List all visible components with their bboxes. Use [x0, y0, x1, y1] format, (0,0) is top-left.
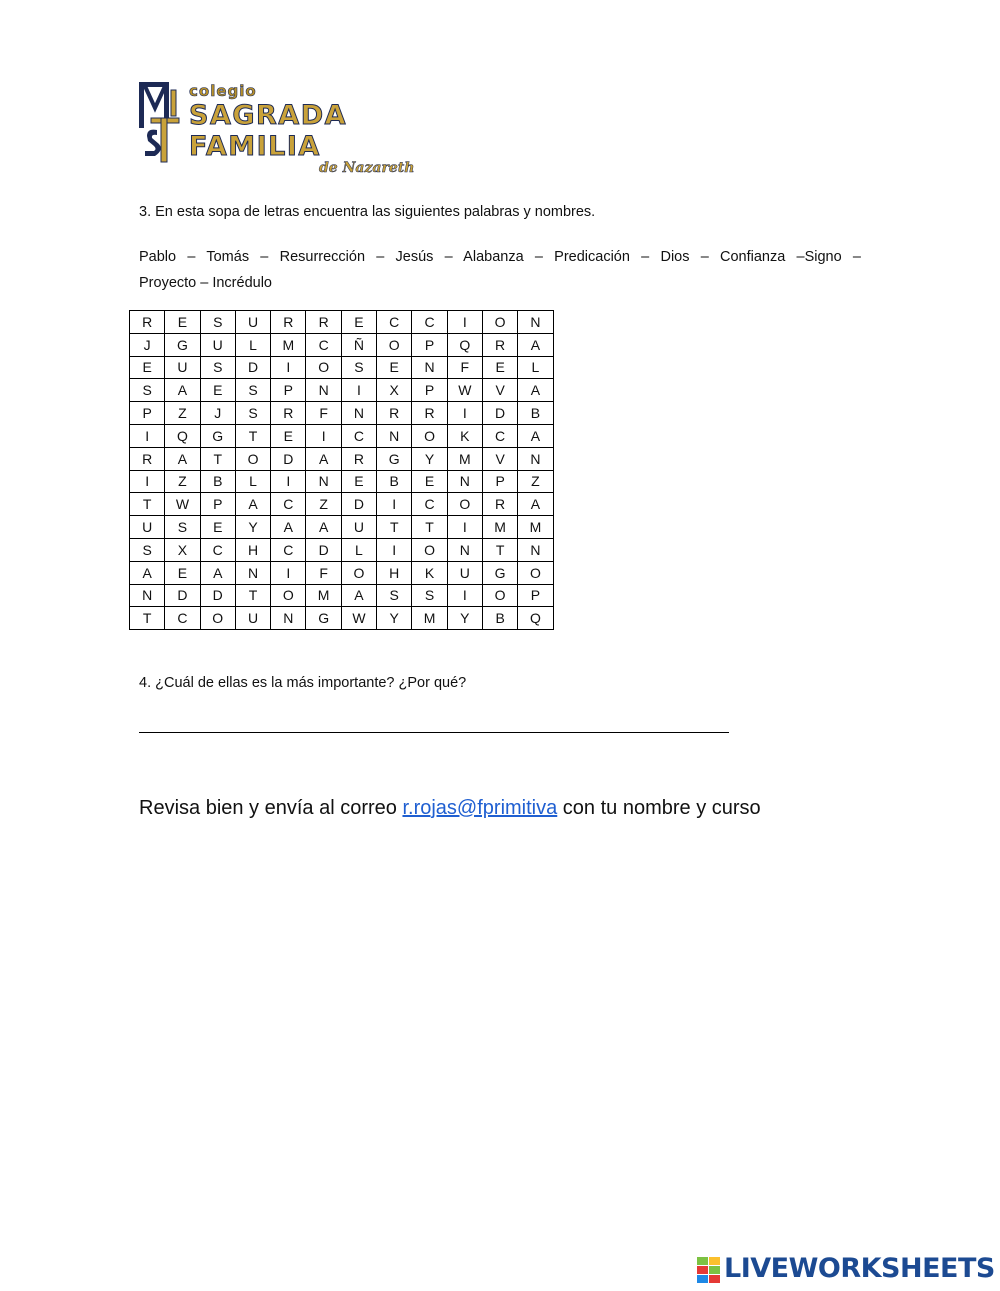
grid-cell[interactable]: A: [518, 493, 553, 516]
grid-cell[interactable]: A: [271, 516, 306, 539]
grid-cell[interactable]: A: [518, 424, 553, 447]
grid-cell[interactable]: E: [130, 356, 165, 379]
instructions-text-after: con tu nombre y curso: [557, 797, 761, 819]
grid-cell[interactable]: Z: [518, 470, 553, 493]
email-link[interactable]: r.rojas@fprimitiva: [402, 797, 558, 819]
grid-cell[interactable]: C: [271, 538, 306, 561]
grid-cell[interactable]: C: [306, 333, 341, 356]
grid-cell[interactable]: G: [482, 561, 517, 584]
grid-row: [130, 561, 554, 584]
grid-cell[interactable]: Y: [377, 607, 412, 630]
grid-cell[interactable]: Ñ: [341, 333, 376, 356]
grid-cell[interactable]: J: [200, 402, 235, 425]
grid-cell[interactable]: D: [165, 584, 200, 607]
grid-cell[interactable]: O: [200, 607, 235, 630]
grid-cell[interactable]: W: [165, 493, 200, 516]
grid-cell[interactable]: A: [165, 379, 200, 402]
grid-cell[interactable]: S: [130, 379, 165, 402]
grid-row: [130, 311, 554, 334]
grid-cell[interactable]: L: [235, 333, 270, 356]
grid-cell[interactable]: Q: [447, 333, 482, 356]
grid-cell[interactable]: M: [412, 607, 447, 630]
grid-cell[interactable]: E: [482, 356, 517, 379]
grid-cell[interactable]: I: [447, 516, 482, 539]
grid-cell[interactable]: Z: [165, 402, 200, 425]
logo-text-nazareth: de Nazareth: [319, 160, 415, 176]
grid-cell[interactable]: L: [235, 470, 270, 493]
grid-cell[interactable]: S: [341, 356, 376, 379]
grid-row: [130, 333, 554, 356]
grid-cell[interactable]: R: [341, 447, 376, 470]
grid-cell[interactable]: R: [482, 493, 517, 516]
grid-cell[interactable]: O: [235, 447, 270, 470]
grid-cell[interactable]: L: [518, 356, 553, 379]
grid-row: [130, 424, 554, 447]
grid-cell[interactable]: S: [235, 402, 270, 425]
grid-cell[interactable]: R: [130, 311, 165, 334]
grid-row: [130, 447, 554, 470]
grid-cell[interactable]: E: [341, 470, 376, 493]
grid-cell[interactable]: D: [482, 402, 517, 425]
grid-cell[interactable]: R: [130, 447, 165, 470]
grid-cell[interactable]: B: [518, 402, 553, 425]
grid-cell[interactable]: I: [271, 470, 306, 493]
grid-cell[interactable]: O: [271, 584, 306, 607]
grid-cell[interactable]: E: [377, 356, 412, 379]
grid-cell[interactable]: I: [377, 538, 412, 561]
grid-cell[interactable]: A: [165, 447, 200, 470]
grid-cell[interactable]: I: [271, 356, 306, 379]
grid-cell[interactable]: O: [447, 493, 482, 516]
grid-cell[interactable]: N: [412, 356, 447, 379]
grid-row: [130, 470, 554, 493]
grid-cell[interactable]: N: [447, 538, 482, 561]
grid-row: [130, 379, 554, 402]
grid-cell[interactable]: I: [447, 584, 482, 607]
grid-cell[interactable]: I: [306, 424, 341, 447]
grid-cell[interactable]: V: [482, 447, 517, 470]
grid-cell[interactable]: S: [412, 584, 447, 607]
grid-cell[interactable]: N: [235, 561, 270, 584]
grid-row: [130, 402, 554, 425]
grid-cell[interactable]: C: [271, 493, 306, 516]
grid-cell[interactable]: E: [200, 516, 235, 539]
grid-row: [130, 493, 554, 516]
grid-cell[interactable]: W: [447, 379, 482, 402]
grid-cell[interactable]: V: [482, 379, 517, 402]
grid-cell[interactable]: O: [412, 538, 447, 561]
grid-cell[interactable]: I: [341, 379, 376, 402]
grid-cell[interactable]: P: [482, 470, 517, 493]
grid-cell[interactable]: B: [377, 470, 412, 493]
grid-cell[interactable]: A: [200, 561, 235, 584]
grid-cell[interactable]: T: [235, 584, 270, 607]
grid-cell[interactable]: R: [306, 311, 341, 334]
grid-cell[interactable]: D: [306, 538, 341, 561]
grid-cell[interactable]: M: [271, 333, 306, 356]
grid-cell[interactable]: E: [412, 470, 447, 493]
grid-cell[interactable]: C: [341, 424, 376, 447]
grid-cell[interactable]: N: [518, 447, 553, 470]
grid-cell[interactable]: W: [341, 607, 376, 630]
grid-cell[interactable]: G: [200, 424, 235, 447]
grid-cell[interactable]: H: [377, 561, 412, 584]
liveworksheets-blocks-icon: [697, 1257, 721, 1283]
grid-cell[interactable]: L: [341, 538, 376, 561]
grid-cell[interactable]: N: [447, 470, 482, 493]
logo-text-colegio: colegio: [189, 82, 257, 100]
grid-cell[interactable]: E: [200, 379, 235, 402]
grid-cell[interactable]: O: [377, 333, 412, 356]
grid-cell[interactable]: I: [447, 311, 482, 334]
grid-cell[interactable]: N: [130, 584, 165, 607]
school-logo: [137, 78, 457, 176]
grid-cell[interactable]: Q: [518, 607, 553, 630]
word-search-grid: [129, 310, 554, 630]
grid-cell[interactable]: D: [271, 447, 306, 470]
grid-cell[interactable]: U: [200, 333, 235, 356]
grid-cell[interactable]: I: [130, 424, 165, 447]
grid-cell[interactable]: Y: [412, 447, 447, 470]
grid-cell[interactable]: A: [235, 493, 270, 516]
grid-cell[interactable]: S: [200, 311, 235, 334]
grid-cell[interactable]: M: [306, 584, 341, 607]
grid-cell[interactable]: J: [130, 333, 165, 356]
grid-cell[interactable]: N: [518, 311, 553, 334]
word-list-line-2: Proyecto – Incrédulo: [139, 275, 272, 291]
grid-cell[interactable]: G: [377, 447, 412, 470]
grid-cell[interactable]: F: [447, 356, 482, 379]
grid-cell[interactable]: X: [377, 379, 412, 402]
grid-cell[interactable]: A: [306, 516, 341, 539]
question-4: 4. ¿Cuál de ellas es la más importante? ¿Por qué?: [139, 675, 467, 691]
grid-cell[interactable]: U: [165, 356, 200, 379]
grid-cell[interactable]: O: [412, 424, 447, 447]
grid-cell[interactable]: E: [165, 561, 200, 584]
grid-cell[interactable]: N: [271, 607, 306, 630]
submission-instructions: [139, 797, 761, 820]
grid-cell[interactable]: I: [447, 402, 482, 425]
grid-cell[interactable]: X: [165, 538, 200, 561]
grid-cell[interactable]: O: [306, 356, 341, 379]
grid-cell[interactable]: U: [235, 607, 270, 630]
grid-cell[interactable]: P: [200, 493, 235, 516]
grid-cell[interactable]: U: [341, 516, 376, 539]
grid-cell[interactable]: T: [412, 516, 447, 539]
grid-cell[interactable]: C: [200, 538, 235, 561]
grid-cell[interactable]: D: [341, 493, 376, 516]
grid-cell[interactable]: K: [412, 561, 447, 584]
grid-cell[interactable]: C: [165, 607, 200, 630]
school-monogram-icon: [137, 78, 183, 164]
grid-cell[interactable]: E: [341, 311, 376, 334]
grid-cell[interactable]: S: [130, 538, 165, 561]
grid-cell[interactable]: M: [518, 516, 553, 539]
grid-cell[interactable]: S: [200, 356, 235, 379]
grid-cell[interactable]: C: [412, 311, 447, 334]
grid-cell[interactable]: P: [412, 379, 447, 402]
grid-cell[interactable]: S: [165, 516, 200, 539]
grid-cell[interactable]: C: [377, 311, 412, 334]
grid-cell[interactable]: N: [377, 424, 412, 447]
grid-cell[interactable]: A: [130, 561, 165, 584]
grid-cell[interactable]: T: [377, 516, 412, 539]
grid-cell[interactable]: G: [165, 333, 200, 356]
grid-cell[interactable]: N: [341, 402, 376, 425]
grid-cell[interactable]: O: [482, 584, 517, 607]
grid-cell[interactable]: U: [447, 561, 482, 584]
grid-cell[interactable]: P: [518, 584, 553, 607]
grid-cell[interactable]: Y: [235, 516, 270, 539]
liveworksheets-wordmark: LIVEWORKSHEETS: [724, 1253, 995, 1284]
grid-row: [130, 538, 554, 561]
grid-cell[interactable]: D: [235, 356, 270, 379]
grid-cell[interactable]: U: [130, 516, 165, 539]
word-list-line-1: Pablo – Tomás – Resurrección – Jesús – Alabanza – Predicación – Dios – Confianza –Signo –: [139, 249, 861, 265]
grid-cell[interactable]: P: [412, 333, 447, 356]
grid-cell[interactable]: Z: [165, 470, 200, 493]
grid-cell[interactable]: B: [200, 470, 235, 493]
grid-row: [130, 607, 554, 630]
grid-cell[interactable]: D: [200, 584, 235, 607]
grid-cell[interactable]: Y: [447, 607, 482, 630]
grid-cell[interactable]: R: [482, 333, 517, 356]
grid-cell[interactable]: F: [306, 561, 341, 584]
grid-cell[interactable]: G: [306, 607, 341, 630]
grid-cell[interactable]: I: [130, 470, 165, 493]
grid-cell[interactable]: T: [482, 538, 517, 561]
grid-cell[interactable]: Z: [306, 493, 341, 516]
grid-cell[interactable]: E: [165, 311, 200, 334]
grid-cell[interactable]: E: [271, 424, 306, 447]
grid-cell[interactable]: O: [341, 561, 376, 584]
grid-cell[interactable]: S: [377, 584, 412, 607]
grid-cell[interactable]: A: [518, 379, 553, 402]
grid-cell[interactable]: K: [447, 424, 482, 447]
grid-cell[interactable]: S: [235, 379, 270, 402]
grid-cell[interactable]: Q: [165, 424, 200, 447]
grid-cell[interactable]: I: [271, 561, 306, 584]
question-3: 3. En esta sopa de letras encuentra las siguientes palabras y nombres.: [139, 204, 596, 220]
grid-cell[interactable]: R: [271, 311, 306, 334]
logo-text-school-name: SAGRADA FAMILIA: [189, 100, 347, 162]
grid-cell[interactable]: O: [482, 311, 517, 334]
grid-cell[interactable]: U: [235, 311, 270, 334]
grid-cell[interactable]: T: [130, 493, 165, 516]
grid-cell[interactable]: R: [412, 402, 447, 425]
grid-cell[interactable]: N: [306, 379, 341, 402]
grid-cell[interactable]: P: [271, 379, 306, 402]
grid-cell[interactable]: H: [235, 538, 270, 561]
grid-cell[interactable]: C: [482, 424, 517, 447]
grid-cell[interactable]: P: [130, 402, 165, 425]
grid-cell[interactable]: A: [341, 584, 376, 607]
grid-cell[interactable]: M: [447, 447, 482, 470]
grid-cell[interactable]: M: [482, 516, 517, 539]
grid-cell[interactable]: T: [235, 424, 270, 447]
grid-cell[interactable]: R: [377, 402, 412, 425]
grid-cell[interactable]: A: [518, 333, 553, 356]
grid-cell[interactable]: I: [377, 493, 412, 516]
grid-cell[interactable]: R: [271, 402, 306, 425]
grid-cell[interactable]: N: [306, 470, 341, 493]
grid-cell[interactable]: B: [482, 607, 517, 630]
grid-cell[interactable]: O: [518, 561, 553, 584]
grid-row: [130, 516, 554, 539]
grid-cell[interactable]: T: [130, 607, 165, 630]
grid-cell[interactable]: C: [412, 493, 447, 516]
grid-cell[interactable]: T: [200, 447, 235, 470]
grid-cell[interactable]: F: [306, 402, 341, 425]
grid-cell[interactable]: A: [306, 447, 341, 470]
grid-cell[interactable]: N: [518, 538, 553, 561]
grid-row: [130, 584, 554, 607]
grid-row: [130, 356, 554, 379]
answer-line[interactable]: [139, 732, 729, 733]
instructions-text-before: Revisa bien y envía al correo: [139, 797, 403, 819]
